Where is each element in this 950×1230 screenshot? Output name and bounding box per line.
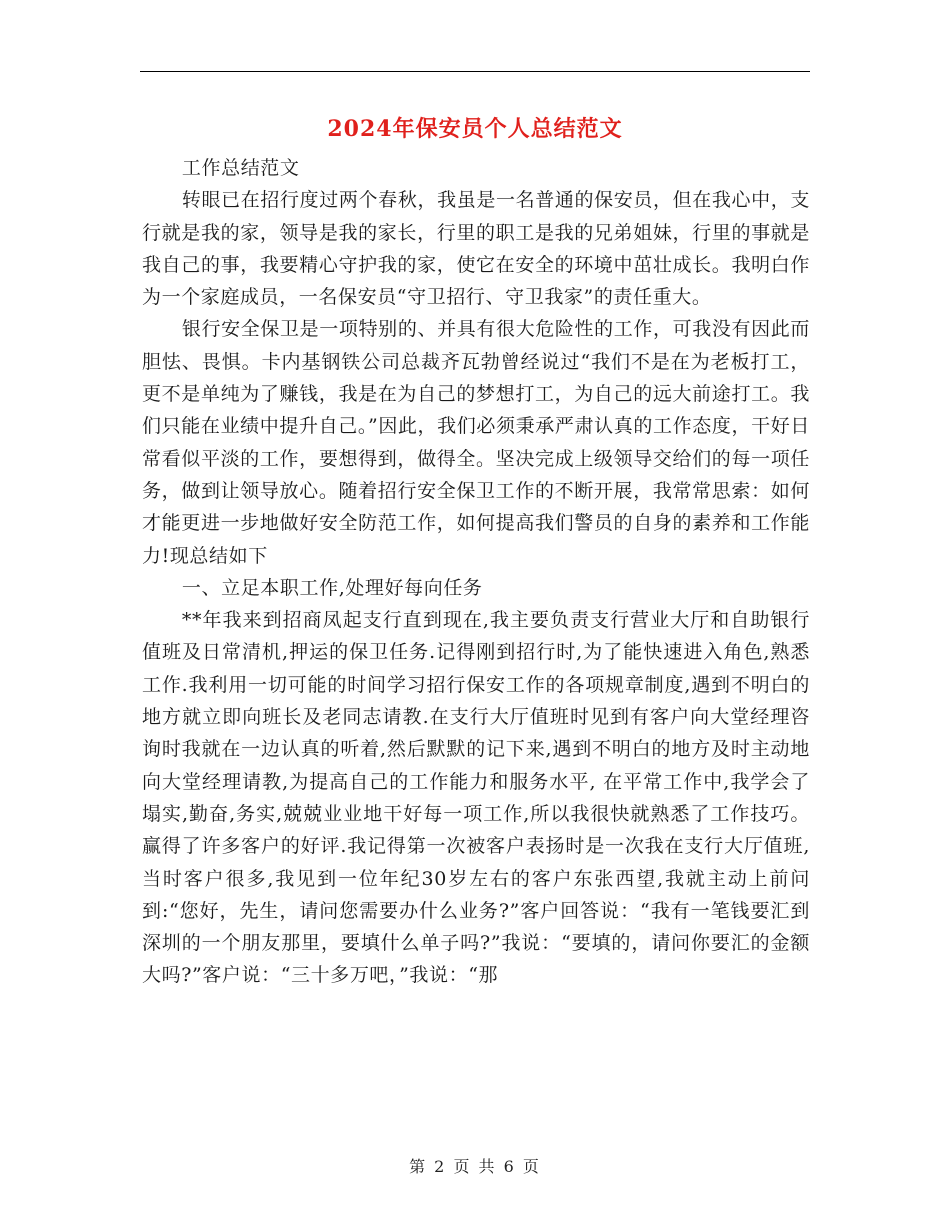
page-number: 第 2 页 共 6 页: [409, 1157, 541, 1176]
paragraph-security-work: 银行安全保卫是一项特别的、并具有很大危险性的工作，可我没有因此而胆怯、畏惧。卡内基钢铁公司总裁齐瓦勃曾经说过“我们不是在为老板打工，更不是单纯为了赚钱，我是在为自己的梦想打工，为自己的远大前途打工。我们只能在业绩中提升自己。”因此，我们必须秉承严肃认真的工作态度，干好日常看似平淡的工作，要想得到，做得全。坚决完成上级领导交给们的每一项任务，做到让领导放心。随着招行安全保卫工作的不断开展，我常常思索：如何才能更进一步地做好安全防范工作，如何提高我们警员的自身的素养和工作能力!现总结如下: [142, 318, 810, 567]
document-title: 2024年保安员个人总结范文: [327, 116, 623, 142]
section-heading-1: 一、立足本职工作,处理好每向任务: [181, 576, 483, 599]
document-body: [142, 152, 810, 992]
paragraph-intro: 转眼已在招行度过两个春秋，我虽是一名普通的保安员，但在我心中，支行就是我的家，领导是我的家长，行里的职工是我的兄弟姐妹，行里的事就是我自己的事，我要精心守护我的家，使它在安全的环境中茁壮成长。我明白作为一个家庭成员，一名保安员“守卫招行、守卫我家”的责任重大。: [142, 189, 810, 309]
header-rule: [140, 71, 810, 72]
paragraph-duties: **年我来到招商凤起支行直到现在,我主要负责支行营业大厅和自助银行值班及日常清机,押运的保卫任务.记得刚到招行时,为了能快速进入角色,熟悉工作.我利用一切可能的时间学习招行保安工作的各项规章制度,遇到不明白的地方就立即向班长及老同志请教.在支行大厅值班时见到有客户向大堂经理咨询时我就在一边认真的听着,然后默默的记下来,遇到不明白的地方及时主动地向大堂经理请教,为提高自己的工作能力和服务水平, 在平常工作中,我学会了塌实,勤奋,务实,兢兢业业地干好每一项工作,所以我很快就熟悉了工作技巧。赢得了许多客户的好评.我记得第一次被客户表扬时是一次我在支行大厅值班,当时客户很多,我见到一位年纪30岁左右的客户东张西望,我就主动上前问到:“您好，先生，请问您需要办什么业务?”客户回答说：“我有一笔钱要汇到深圳的一个朋友那里，要填什么单子吗?”我说：“要填的，请问你要汇的金额大吗?”客户说：“三十多万吧，”我说：“那: [142, 609, 810, 987]
section-label: 工作总结范文: [181, 157, 300, 179]
